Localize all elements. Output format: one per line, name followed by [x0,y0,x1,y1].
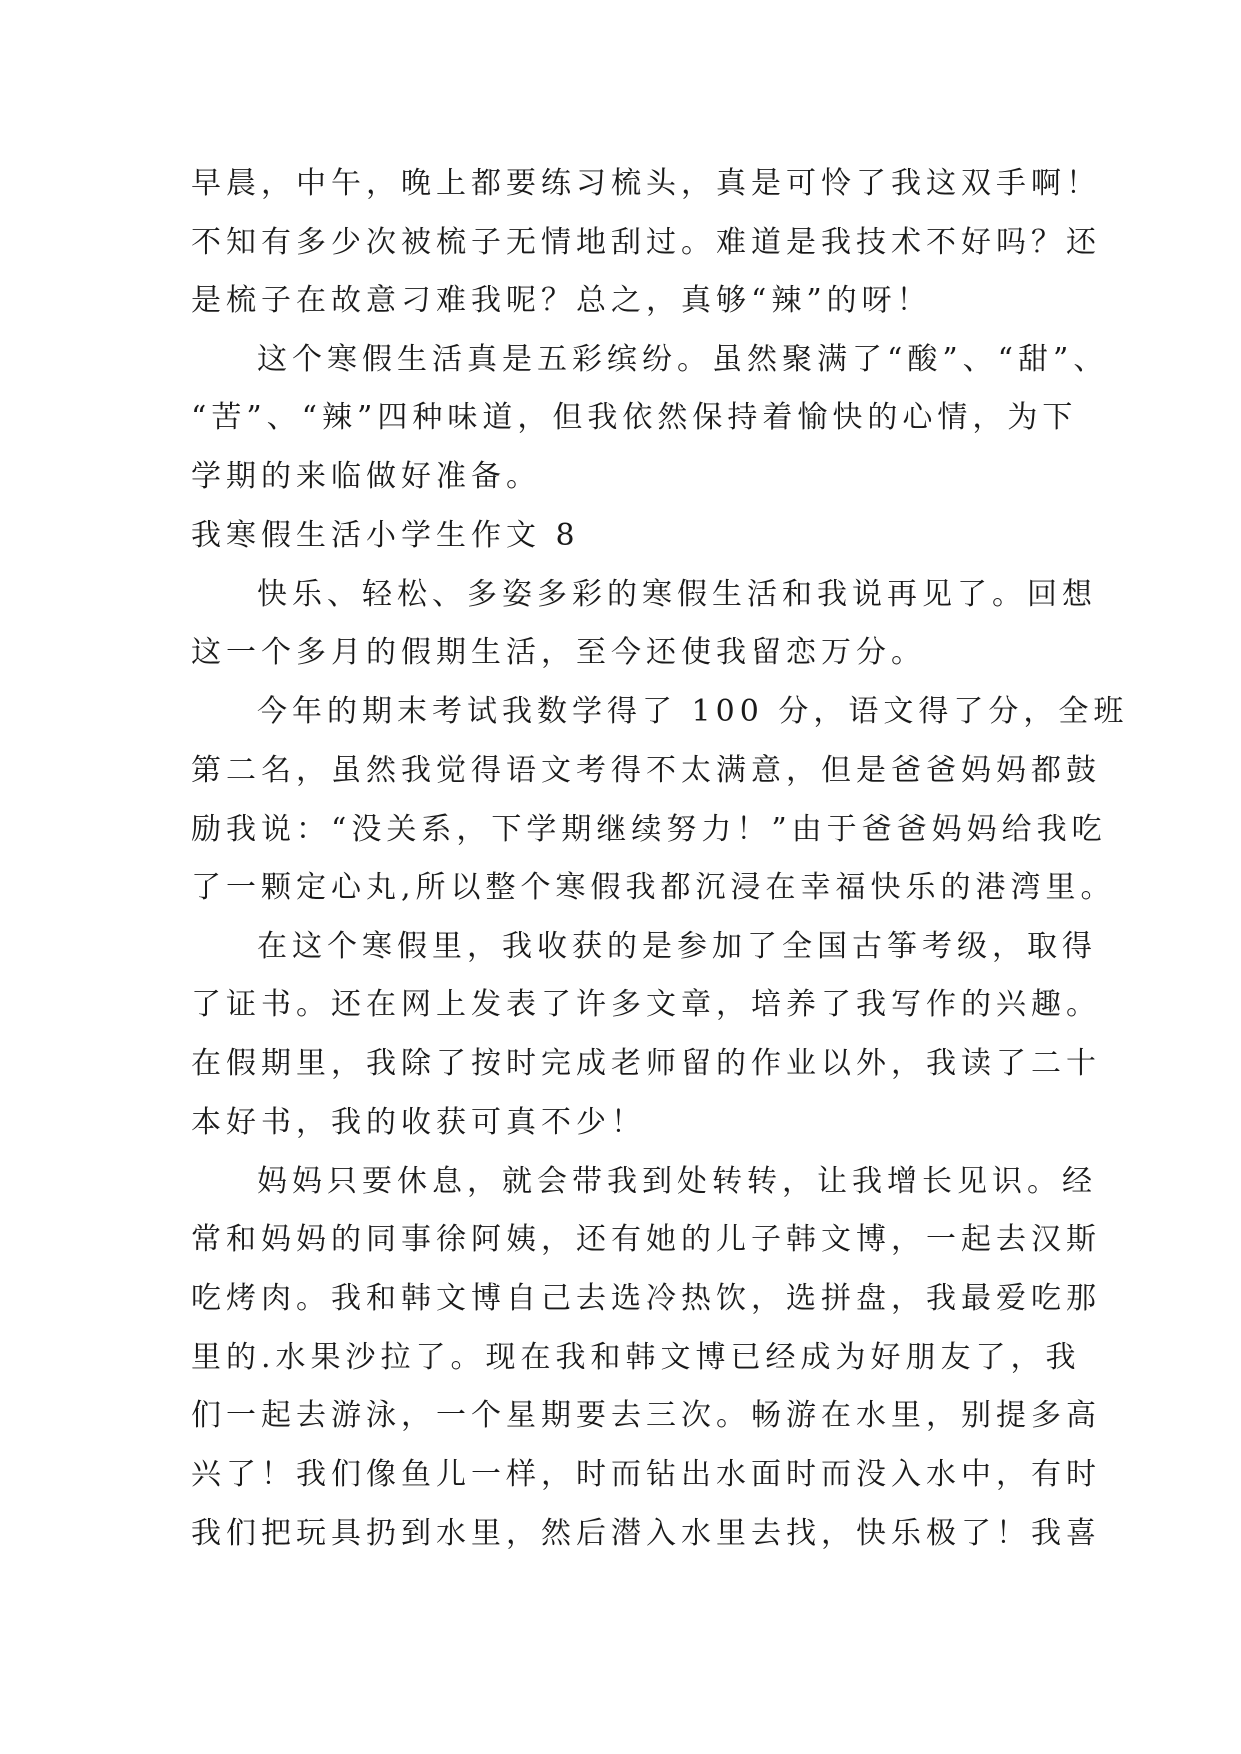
text-line: 们一起去游泳，一个星期要去三次。畅游在水里，别提多高 [191,1398,1101,1433]
text-line: “苦”、“辣”四种味道，但我依然保持着愉快的心情，为下 [191,400,1078,435]
paragraph-first-line: 妈妈只要休息，就会带我到处转转，让我增长见识。经 [257,1164,1097,1199]
text-line: 第二名，虽然我觉得语文考得不太满意，但是爸爸妈妈都鼓 [191,753,1101,788]
paragraph-first-line: 在这个寒假里，我收获的是参加了全国古筝考级，取得 [257,929,1097,964]
text-line: 励我说：“没关系，下学期继续努力！”由于爸爸妈妈给我吃 [191,812,1107,847]
paragraph-first-line: 这个寒假生活真是五彩缤纷。虽然聚满了“酸”、“甜”、 [257,342,1109,377]
text-line: 了一颗定心丸,所以整个寒假我都沉浸在幸福快乐的港湾里。 [191,870,1116,905]
text-line: 早晨，中午，晚上都要练习梳头，真是可怜了我这双手啊！ [191,166,1101,201]
paragraph-first-line: 快乐、轻松、多姿多彩的寒假生活和我说再见了。回想 [257,577,1097,612]
text-line: 了证书。还在网上发表了许多文章，培养了我写作的兴趣。 [191,987,1101,1022]
text-line: 常和妈妈的同事徐阿姨，还有她的儿子韩文博，一起去汉斯 [191,1222,1101,1257]
text-line: 里的.水果沙拉了。现在我和韩文博已经成为好朋友了，我 [191,1340,1081,1375]
text-line: 兴了！我们像鱼儿一样，时而钻出水面时而没入水中，有时 [191,1457,1101,1492]
section-title: 我寒假生活小学生作文 8 [191,518,580,553]
text-line: 吃烤肉。我和韩文博自己去选冷热饮，选拼盘，我最爱吃那 [191,1281,1101,1316]
text-line: 不知有多少次被梳子无情地刮过。难道是我技术不好吗？还 [191,225,1101,260]
text-line: 在假期里，我除了按时完成老师留的作业以外，我读了二十 [191,1046,1101,1081]
text-line: 是梳子在故意刁难我呢？总之，真够“辣”的呀！ [191,283,932,318]
text-line: 本好书，我的收获可真不少！ [191,1105,646,1140]
text-line: 学期的来临做好准备。 [191,459,541,494]
text-line: 这一个多月的假期生活，至今还使我留恋万分。 [191,635,926,670]
text-line: 我们把玩具扔到水里，然后潜入水里去找，快乐极了！我喜 [191,1516,1101,1551]
paragraph-first-line: 今年的期末考试我数学得了 100 分，语文得了分，全班 [257,694,1129,729]
